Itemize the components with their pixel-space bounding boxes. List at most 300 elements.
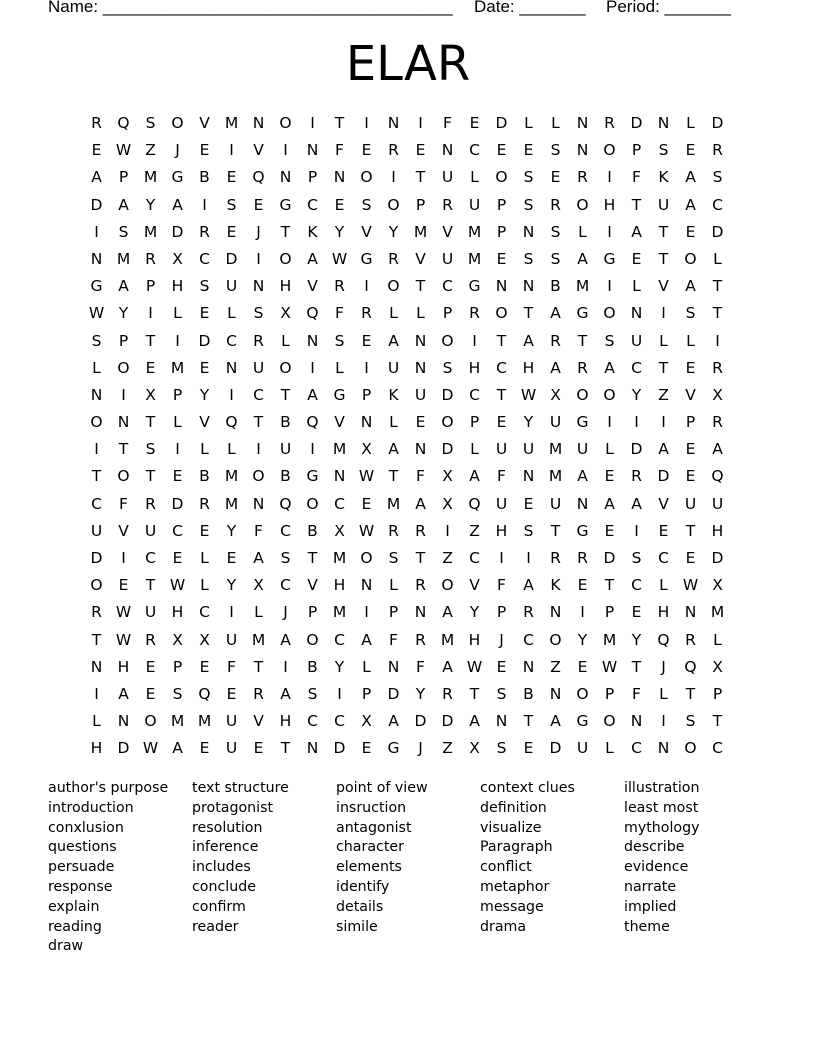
grid-letter[interactable]: N bbox=[387, 114, 400, 132]
grid-letter[interactable]: S bbox=[550, 141, 561, 160]
grid-letter[interactable]: Z bbox=[469, 521, 480, 540]
grid-letter[interactable]: L bbox=[686, 114, 695, 132]
grid-letter[interactable]: I bbox=[229, 385, 234, 404]
grid-letter[interactable]: A bbox=[307, 385, 318, 404]
grid-letter[interactable]: T bbox=[253, 657, 264, 676]
grid-letter[interactable]: S bbox=[685, 304, 696, 323]
grid-letter[interactable]: V bbox=[253, 712, 264, 731]
grid-letter[interactable]: P bbox=[604, 684, 615, 703]
grid-letter[interactable]: X bbox=[361, 440, 372, 459]
grid-letter[interactable]: E bbox=[496, 657, 507, 676]
grid-letter[interactable]: U bbox=[387, 358, 400, 377]
grid-letter[interactable]: S bbox=[631, 549, 642, 567]
grid-letter[interactable]: N bbox=[657, 114, 670, 132]
grid-letter[interactable]: A bbox=[577, 249, 588, 268]
grid-letter[interactable]: P bbox=[496, 603, 507, 622]
grid-letter[interactable]: L bbox=[659, 331, 668, 350]
grid-letter[interactable]: H bbox=[603, 195, 616, 214]
grid-letter[interactable]: C bbox=[199, 603, 210, 622]
grid-letter[interactable]: R bbox=[253, 684, 264, 703]
grid-letter[interactable]: R bbox=[442, 195, 453, 214]
grid-letter[interactable]: S bbox=[307, 684, 318, 703]
grid-letter[interactable]: E bbox=[685, 141, 696, 160]
grid-letter[interactable]: B bbox=[523, 684, 534, 703]
grid-letter[interactable]: A bbox=[604, 358, 615, 377]
grid-letter[interactable]: T bbox=[523, 712, 534, 731]
grid-letter[interactable]: I bbox=[337, 684, 342, 703]
grid-letter[interactable]: A bbox=[469, 467, 480, 486]
grid-letter[interactable]: I bbox=[94, 440, 99, 459]
grid-letter[interactable]: N bbox=[279, 168, 292, 187]
grid-letter[interactable]: S bbox=[604, 331, 615, 350]
grid-letter[interactable]: S bbox=[523, 249, 534, 268]
grid-letter[interactable]: T bbox=[469, 684, 480, 703]
grid-letter[interactable]: U bbox=[144, 603, 157, 622]
grid-letter[interactable]: I bbox=[499, 549, 504, 567]
grid-letter[interactable]: R bbox=[550, 195, 561, 214]
grid-letter[interactable]: R bbox=[334, 277, 345, 296]
grid-letter[interactable]: I bbox=[634, 521, 639, 540]
grid-letter[interactable]: N bbox=[576, 494, 589, 513]
grid-letter[interactable]: T bbox=[91, 630, 102, 649]
grid-letter[interactable]: E bbox=[226, 222, 237, 241]
grid-letter[interactable]: J bbox=[256, 222, 261, 241]
grid-letter[interactable]: A bbox=[118, 684, 129, 703]
grid-letter[interactable]: P bbox=[631, 141, 642, 160]
grid-letter[interactable]: A bbox=[631, 494, 642, 513]
grid-letter[interactable]: L bbox=[227, 304, 236, 323]
grid-letter[interactable]: Q bbox=[306, 413, 319, 432]
grid-letter[interactable]: G bbox=[576, 304, 589, 323]
grid-letter[interactable]: Z bbox=[145, 141, 156, 160]
grid-letter[interactable]: E bbox=[631, 603, 642, 622]
grid-letter[interactable]: F bbox=[335, 304, 344, 323]
word-search-grid[interactable] bbox=[83, 110, 731, 763]
grid-letter[interactable]: H bbox=[522, 358, 535, 377]
grid-letter[interactable]: O bbox=[90, 576, 103, 595]
grid-letter[interactable]: S bbox=[226, 195, 237, 214]
grid-letter[interactable]: F bbox=[416, 467, 425, 486]
grid-letter[interactable]: G bbox=[333, 385, 346, 404]
grid-letter[interactable]: L bbox=[470, 440, 479, 459]
grid-letter[interactable]: E bbox=[685, 440, 696, 459]
grid-letter[interactable]: B bbox=[280, 413, 291, 432]
grid-letter[interactable]: D bbox=[711, 549, 724, 567]
grid-letter[interactable]: N bbox=[90, 657, 103, 676]
grid-letter[interactable]: X bbox=[172, 630, 183, 649]
grid-letter[interactable]: M bbox=[710, 603, 725, 622]
grid-letter[interactable]: I bbox=[310, 114, 315, 132]
grid-letter[interactable]: U bbox=[441, 249, 454, 268]
grid-letter[interactable]: W bbox=[115, 603, 132, 622]
grid-letter[interactable]: D bbox=[549, 739, 562, 758]
grid-letter[interactable]: E bbox=[199, 739, 210, 758]
grid-letter[interactable]: S bbox=[253, 304, 264, 323]
grid-letter[interactable]: L bbox=[632, 277, 641, 296]
grid-letter[interactable]: U bbox=[684, 494, 697, 513]
grid-letter[interactable]: R bbox=[523, 603, 534, 622]
grid-letter[interactable]: E bbox=[91, 141, 102, 160]
grid-letter[interactable]: T bbox=[415, 168, 426, 187]
grid-letter[interactable]: R bbox=[550, 549, 561, 567]
grid-letter[interactable]: I bbox=[634, 413, 639, 432]
grid-letter[interactable]: E bbox=[685, 222, 696, 241]
grid-letter[interactable]: M bbox=[413, 222, 428, 241]
grid-letter[interactable]: T bbox=[685, 521, 696, 540]
grid-letter[interactable]: S bbox=[523, 195, 534, 214]
grid-letter[interactable]: A bbox=[442, 657, 453, 676]
grid-letter[interactable]: E bbox=[361, 141, 372, 160]
grid-letter[interactable]: C bbox=[469, 385, 480, 404]
grid-letter[interactable]: J bbox=[661, 657, 666, 676]
grid-letter[interactable]: H bbox=[468, 358, 481, 377]
grid-letter[interactable]: T bbox=[280, 222, 291, 241]
grid-letter[interactable]: C bbox=[469, 549, 480, 567]
grid-letter[interactable]: P bbox=[496, 222, 507, 241]
grid-letter[interactable]: R bbox=[577, 168, 588, 187]
grid-letter[interactable]: E bbox=[253, 195, 264, 214]
grid-letter[interactable]: E bbox=[523, 141, 534, 160]
grid-letter[interactable]: E bbox=[226, 684, 237, 703]
grid-letter[interactable]: O bbox=[360, 549, 373, 567]
grid-letter[interactable]: U bbox=[495, 440, 508, 459]
grid-letter[interactable]: C bbox=[334, 630, 345, 649]
grid-letter[interactable]: O bbox=[684, 249, 697, 268]
grid-letter[interactable]: N bbox=[360, 576, 373, 595]
grid-letter[interactable]: L bbox=[173, 304, 182, 323]
grid-letter[interactable]: L bbox=[389, 413, 398, 432]
grid-letter[interactable]: A bbox=[685, 277, 696, 296]
grid-letter[interactable]: T bbox=[658, 249, 669, 268]
grid-letter[interactable]: C bbox=[631, 576, 642, 595]
grid-letter[interactable]: I bbox=[121, 549, 126, 567]
grid-letter[interactable]: E bbox=[199, 521, 210, 540]
grid-letter[interactable]: T bbox=[334, 114, 345, 132]
grid-letter[interactable]: U bbox=[279, 440, 292, 459]
grid-letter[interactable]: W bbox=[601, 657, 618, 676]
grid-letter[interactable]: R bbox=[577, 549, 588, 567]
grid-letter[interactable]: X bbox=[199, 630, 210, 649]
grid-letter[interactable]: U bbox=[630, 331, 643, 350]
grid-letter[interactable]: C bbox=[442, 277, 453, 296]
grid-letter[interactable]: Y bbox=[226, 576, 237, 595]
grid-letter[interactable]: M bbox=[224, 114, 239, 132]
grid-letter[interactable]: V bbox=[199, 114, 210, 132]
grid-letter[interactable]: U bbox=[225, 630, 238, 649]
grid-letter[interactable]: V bbox=[253, 141, 264, 160]
grid-letter[interactable]: T bbox=[145, 413, 156, 432]
grid-letter[interactable]: M bbox=[332, 603, 347, 622]
grid-letter[interactable]: T bbox=[280, 739, 291, 758]
grid-letter[interactable]: A bbox=[280, 684, 291, 703]
grid-letter[interactable]: S bbox=[361, 195, 372, 214]
grid-letter[interactable]: O bbox=[252, 467, 265, 486]
grid-letter[interactable]: O bbox=[90, 413, 103, 432]
grid-letter[interactable]: N bbox=[522, 222, 535, 241]
grid-letter[interactable]: R bbox=[145, 630, 156, 649]
grid-letter[interactable]: P bbox=[118, 168, 129, 187]
grid-letter[interactable]: B bbox=[307, 657, 318, 676]
grid-letter[interactable]: U bbox=[549, 413, 562, 432]
grid-letter[interactable]: K bbox=[307, 222, 318, 241]
grid-letter[interactable]: H bbox=[657, 603, 670, 622]
grid-letter[interactable]: D bbox=[603, 549, 616, 567]
grid-letter[interactable]: F bbox=[335, 141, 344, 160]
grid-letter[interactable]: O bbox=[603, 141, 616, 160]
grid-letter[interactable]: W bbox=[358, 467, 375, 486]
name-field[interactable]: Name: _____________________________________ bbox=[48, 0, 453, 16]
grid-letter[interactable]: I bbox=[364, 603, 369, 622]
grid-letter[interactable]: S bbox=[658, 141, 669, 160]
grid-letter[interactable]: C bbox=[307, 712, 318, 731]
grid-letter[interactable]: D bbox=[441, 385, 454, 404]
grid-letter[interactable]: R bbox=[253, 331, 264, 350]
grid-letter[interactable]: G bbox=[468, 277, 481, 296]
grid-letter[interactable]: A bbox=[550, 712, 561, 731]
grid-letter[interactable]: F bbox=[416, 657, 425, 676]
grid-letter[interactable]: A bbox=[172, 195, 183, 214]
grid-letter[interactable]: W bbox=[331, 249, 348, 268]
grid-letter[interactable]: X bbox=[442, 467, 453, 486]
grid-letter[interactable]: E bbox=[604, 521, 615, 540]
grid-letter[interactable]: T bbox=[118, 440, 129, 459]
grid-letter[interactable]: F bbox=[119, 494, 128, 513]
grid-letter[interactable]: E bbox=[631, 249, 642, 268]
grid-letter[interactable]: W bbox=[142, 739, 159, 758]
grid-letter[interactable]: E bbox=[199, 657, 210, 676]
grid-letter[interactable]: M bbox=[197, 712, 212, 731]
grid-letter[interactable]: F bbox=[497, 576, 506, 595]
grid-letter[interactable]: E bbox=[361, 331, 372, 350]
grid-letter[interactable]: E bbox=[145, 684, 156, 703]
grid-letter[interactable]: I bbox=[175, 331, 180, 350]
grid-letter[interactable]: X bbox=[361, 712, 372, 731]
grid-letter[interactable]: T bbox=[631, 657, 642, 676]
grid-letter[interactable]: Y bbox=[631, 630, 642, 649]
grid-letter[interactable]: R bbox=[388, 521, 399, 540]
grid-letter[interactable]: N bbox=[549, 684, 562, 703]
grid-letter[interactable]: T bbox=[577, 331, 588, 350]
grid-letter[interactable]: E bbox=[496, 413, 507, 432]
grid-letter[interactable]: B bbox=[199, 168, 210, 187]
grid-letter[interactable]: V bbox=[307, 277, 318, 296]
grid-letter[interactable]: M bbox=[602, 630, 617, 649]
grid-letter[interactable]: N bbox=[549, 603, 562, 622]
grid-letter[interactable]: T bbox=[631, 195, 642, 214]
grid-letter[interactable]: I bbox=[364, 114, 369, 132]
grid-letter[interactable]: T bbox=[496, 385, 507, 404]
grid-letter[interactable]: L bbox=[605, 739, 614, 758]
grid-letter[interactable]: I bbox=[607, 277, 612, 296]
grid-letter[interactable]: N bbox=[495, 712, 508, 731]
grid-letter[interactable]: C bbox=[712, 195, 723, 214]
grid-letter[interactable]: X bbox=[442, 494, 453, 513]
grid-letter[interactable]: N bbox=[306, 739, 319, 758]
grid-letter[interactable]: N bbox=[576, 141, 589, 160]
grid-letter[interactable]: R bbox=[388, 249, 399, 268]
grid-letter[interactable]: L bbox=[659, 684, 668, 703]
grid-letter[interactable]: B bbox=[307, 521, 318, 540]
grid-letter[interactable]: P bbox=[172, 385, 183, 404]
grid-letter[interactable]: S bbox=[712, 168, 723, 187]
grid-letter[interactable]: F bbox=[497, 467, 506, 486]
grid-letter[interactable]: P bbox=[361, 684, 372, 703]
grid-letter[interactable]: N bbox=[522, 467, 535, 486]
grid-letter[interactable]: L bbox=[470, 168, 479, 187]
grid-letter[interactable]: W bbox=[358, 521, 375, 540]
grid-letter[interactable]: A bbox=[550, 304, 561, 323]
grid-letter[interactable]: O bbox=[306, 630, 319, 649]
grid-letter[interactable]: T bbox=[604, 576, 615, 595]
grid-letter[interactable]: Q bbox=[117, 114, 130, 132]
grid-letter[interactable]: X bbox=[550, 385, 561, 404]
grid-letter[interactable]: H bbox=[171, 603, 184, 622]
grid-letter[interactable]: S bbox=[685, 712, 696, 731]
grid-letter[interactable]: S bbox=[199, 277, 210, 296]
grid-letter[interactable]: A bbox=[253, 549, 264, 567]
grid-letter[interactable]: C bbox=[199, 249, 210, 268]
grid-letter[interactable]: R bbox=[712, 141, 723, 160]
grid-letter[interactable]: V bbox=[442, 222, 453, 241]
grid-letter[interactable]: I bbox=[364, 277, 369, 296]
grid-letter[interactable]: S bbox=[145, 114, 156, 132]
grid-letter[interactable]: N bbox=[414, 331, 427, 350]
grid-letter[interactable]: A bbox=[442, 603, 453, 622]
date-field[interactable]: Date: _______ bbox=[474, 0, 586, 16]
grid-letter[interactable]: C bbox=[712, 739, 723, 758]
grid-letter[interactable]: P bbox=[388, 603, 399, 622]
grid-letter[interactable]: I bbox=[94, 222, 99, 241]
grid-letter[interactable]: O bbox=[576, 195, 589, 214]
grid-letter[interactable]: V bbox=[415, 249, 426, 268]
grid-letter[interactable]: N bbox=[441, 141, 454, 160]
grid-letter[interactable]: I bbox=[256, 440, 261, 459]
grid-letter[interactable]: E bbox=[253, 739, 264, 758]
grid-letter[interactable]: F bbox=[227, 657, 236, 676]
grid-letter[interactable]: Q bbox=[225, 413, 238, 432]
grid-letter[interactable]: H bbox=[468, 630, 481, 649]
grid-letter[interactable]: L bbox=[362, 657, 371, 676]
grid-letter[interactable]: I bbox=[121, 385, 126, 404]
grid-letter[interactable]: R bbox=[145, 494, 156, 513]
grid-letter[interactable]: Q bbox=[468, 494, 481, 513]
grid-letter[interactable]: I bbox=[202, 195, 207, 214]
grid-letter[interactable]: U bbox=[414, 385, 427, 404]
grid-letter[interactable]: C bbox=[91, 494, 102, 513]
grid-letter[interactable]: I bbox=[364, 358, 369, 377]
grid-letter[interactable]: O bbox=[279, 114, 292, 132]
grid-letter[interactable]: C bbox=[658, 549, 669, 567]
grid-letter[interactable]: L bbox=[389, 576, 398, 595]
grid-letter[interactable]: R bbox=[712, 413, 723, 432]
grid-letter[interactable]: E bbox=[361, 739, 372, 758]
grid-letter[interactable]: N bbox=[630, 304, 643, 323]
grid-letter[interactable]: M bbox=[224, 467, 239, 486]
grid-letter[interactable]: I bbox=[391, 168, 396, 187]
grid-letter[interactable]: T bbox=[550, 521, 561, 540]
grid-letter[interactable]: T bbox=[145, 467, 156, 486]
grid-letter[interactable]: L bbox=[659, 576, 668, 595]
period-field[interactable]: Period: _______ bbox=[606, 0, 731, 16]
grid-letter[interactable]: A bbox=[523, 576, 534, 595]
grid-letter[interactable]: S bbox=[172, 684, 183, 703]
grid-letter[interactable]: U bbox=[468, 195, 481, 214]
grid-letter[interactable]: I bbox=[607, 222, 612, 241]
grid-letter[interactable]: N bbox=[90, 385, 103, 404]
grid-letter[interactable]: N bbox=[90, 249, 103, 268]
grid-letter[interactable]: C bbox=[172, 521, 183, 540]
grid-letter[interactable]: V bbox=[334, 413, 345, 432]
grid-letter[interactable]: P bbox=[442, 304, 453, 323]
grid-letter[interactable]: Z bbox=[658, 385, 669, 404]
grid-letter[interactable]: I bbox=[580, 603, 585, 622]
grid-letter[interactable]: K bbox=[658, 168, 669, 187]
grid-letter[interactable]: U bbox=[711, 494, 724, 513]
grid-letter[interactable]: M bbox=[143, 168, 158, 187]
grid-letter[interactable]: L bbox=[686, 331, 695, 350]
grid-letter[interactable]: E bbox=[685, 467, 696, 486]
grid-letter[interactable]: Y bbox=[577, 630, 588, 649]
grid-letter[interactable]: E bbox=[469, 114, 480, 132]
grid-letter[interactable]: Q bbox=[306, 304, 319, 323]
grid-letter[interactable]: E bbox=[658, 521, 669, 540]
grid-letter[interactable]: M bbox=[170, 358, 185, 377]
grid-letter[interactable]: N bbox=[225, 358, 238, 377]
grid-letter[interactable]: K bbox=[550, 576, 561, 595]
grid-letter[interactable]: Y bbox=[226, 521, 237, 540]
grid-letter[interactable]: P bbox=[604, 603, 615, 622]
grid-letter[interactable]: F bbox=[632, 168, 641, 187]
grid-letter[interactable]: D bbox=[90, 195, 103, 214]
grid-letter[interactable]: I bbox=[175, 440, 180, 459]
grid-letter[interactable]: Y bbox=[199, 385, 210, 404]
grid-letter[interactable]: E bbox=[334, 195, 345, 214]
grid-letter[interactable]: E bbox=[685, 358, 696, 377]
grid-letter[interactable]: O bbox=[684, 739, 697, 758]
grid-letter[interactable]: P bbox=[415, 195, 426, 214]
grid-letter[interactable]: P bbox=[307, 168, 318, 187]
grid-letter[interactable]: O bbox=[171, 114, 184, 132]
grid-letter[interactable]: O bbox=[549, 630, 562, 649]
grid-letter[interactable]: H bbox=[117, 657, 130, 676]
grid-letter[interactable]: O bbox=[441, 413, 454, 432]
grid-letter[interactable]: S bbox=[496, 739, 507, 758]
grid-letter[interactable]: W bbox=[169, 576, 186, 595]
grid-letter[interactable]: Y bbox=[415, 684, 426, 703]
grid-letter[interactable]: R bbox=[415, 630, 426, 649]
grid-letter[interactable]: U bbox=[90, 521, 103, 540]
grid-letter[interactable]: E bbox=[199, 304, 210, 323]
grid-letter[interactable]: R bbox=[415, 521, 426, 540]
grid-letter[interactable]: R bbox=[91, 114, 102, 132]
grid-letter[interactable]: V bbox=[685, 385, 696, 404]
grid-letter[interactable]: O bbox=[306, 494, 319, 513]
grid-letter[interactable]: S bbox=[145, 440, 156, 459]
grid-letter[interactable]: T bbox=[307, 549, 318, 567]
grid-letter[interactable]: N bbox=[414, 603, 427, 622]
grid-letter[interactable]: R bbox=[388, 141, 399, 160]
grid-letter[interactable]: T bbox=[145, 576, 156, 595]
grid-letter[interactable]: A bbox=[685, 195, 696, 214]
grid-letter[interactable]: C bbox=[631, 739, 642, 758]
grid-letter[interactable]: V bbox=[658, 494, 669, 513]
grid-letter[interactable]: C bbox=[631, 358, 642, 377]
grid-letter[interactable]: Q bbox=[711, 467, 724, 486]
grid-letter[interactable]: E bbox=[577, 657, 588, 676]
grid-letter[interactable]: A bbox=[577, 467, 588, 486]
grid-letter[interactable]: B bbox=[280, 467, 291, 486]
grid-letter[interactable]: G bbox=[603, 249, 616, 268]
